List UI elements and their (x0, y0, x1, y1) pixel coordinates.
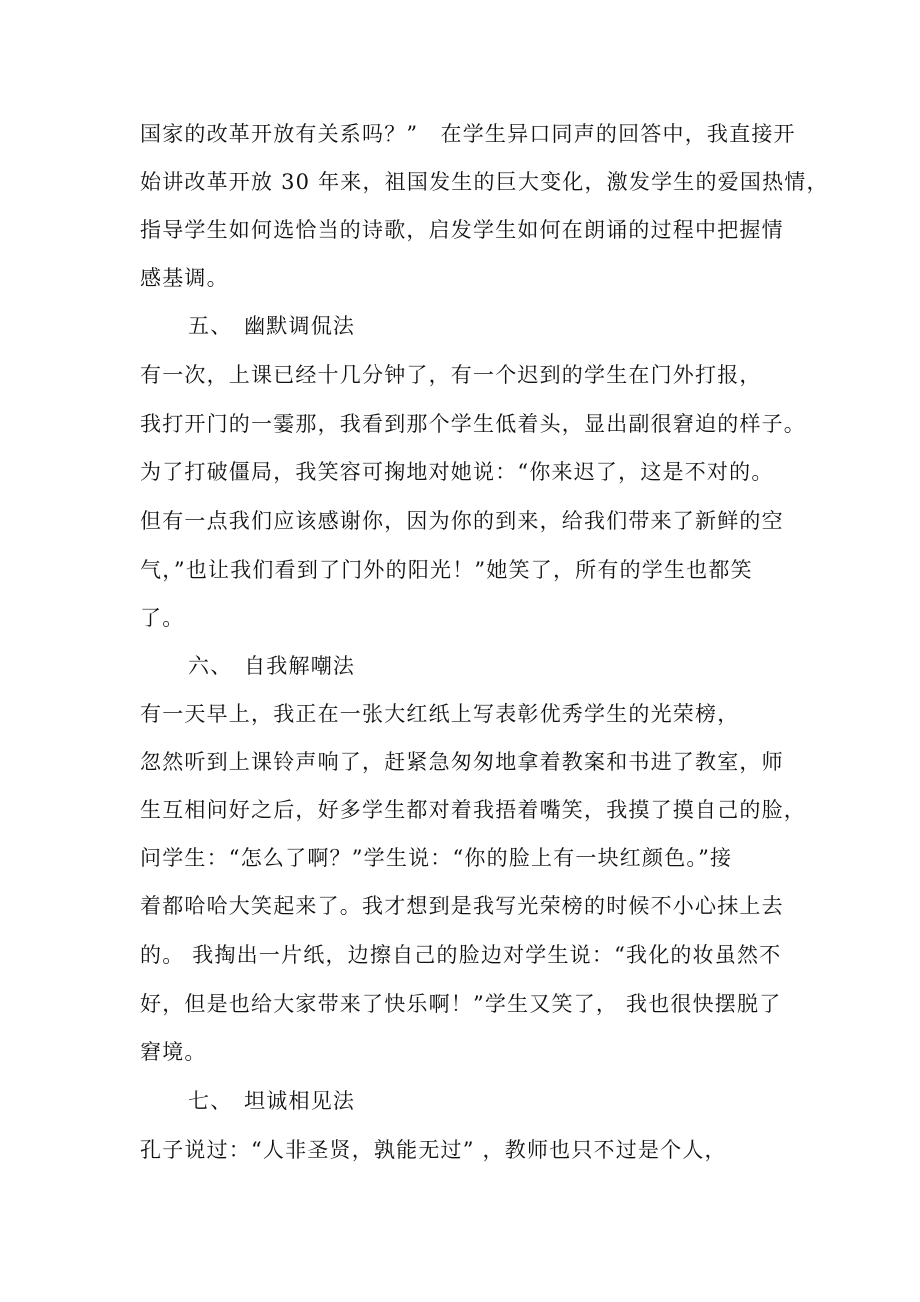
paragraph-line-8: 为了打破僵局，我笑容可掬地对她说：“你来迟了，这是不对的。 (140, 460, 774, 484)
paragraph-line-20: 窘境。 (140, 1040, 207, 1064)
paragraph-line-17: 着都哈哈大笑起来了。我才想到是我写光荣榜的时候不小心抹上去 (140, 894, 784, 918)
paragraph-line-15: 生互相问好之后，好多学生都对着我捂着嘴笑，我摸了摸自己的脸， (140, 798, 806, 822)
paragraph-line-22: 孔子说过：“人非圣贤，孰能无过” ，教师也只不过是个人， (140, 1138, 727, 1162)
paragraph-line-7: 我打开门的一霎那，我看到那个学生低着头，显出副很窘迫的样子。 (140, 412, 806, 436)
paragraph-line-1: 国家的改革开放有关系吗？” 在学生异口同声的回答中，我直接开 (140, 122, 796, 146)
section-heading-6: 六、 自我解嘲法 (188, 654, 356, 678)
paragraph-line-18: 的。 我掏出一片纸，边擦自己的脸边对学生说：“我化的妆虽然不 (140, 943, 782, 967)
paragraph-line-2: 始讲改革开放 30 年来，祖国发生的巨大变化，激发学生的爱国热情， (140, 170, 829, 194)
paragraph-line-14: 忽然听到上课铃声响了，赶紧急匆匆地拿着教案和书进了教室，师 (140, 750, 784, 774)
paragraph-line-6: 有一次，上课已经十几分钟了，有一个迟到的学生在门外打报， (140, 363, 762, 387)
paragraph-line-4: 感基调。 (140, 266, 229, 290)
section-heading-5: 五、 幽默调侃法 (188, 314, 356, 338)
paragraph-line-13: 有一天早上，我正在一张大红纸上写表彰优秀学生的光荣榜， (140, 702, 740, 726)
paragraph-line-16: 问学生：“怎么了啊？”学生说：“你的脸上有一块红颜色。”接 (140, 846, 733, 870)
paragraph-line-9: 但有一点我们应该感谢你，因为你的到来，给我们带来了新鲜的空 (140, 509, 784, 533)
paragraph-line-10: 气，”也让我们看到了门外的阳光！”她笑了，所有的学生也都笑 (140, 558, 753, 582)
section-heading-7: 七、 坦诚相见法 (188, 1089, 356, 1113)
paragraph-line-3: 指导学生如何选恰当的诗歌，启发学生如何在朗诵的过程中把握情 (140, 218, 784, 242)
paragraph-line-19: 好，但是也给大家带来了快乐啊！”学生又笑了， 我也很快摆脱了 (140, 992, 782, 1016)
paragraph-line-11: 了。 (140, 606, 185, 630)
